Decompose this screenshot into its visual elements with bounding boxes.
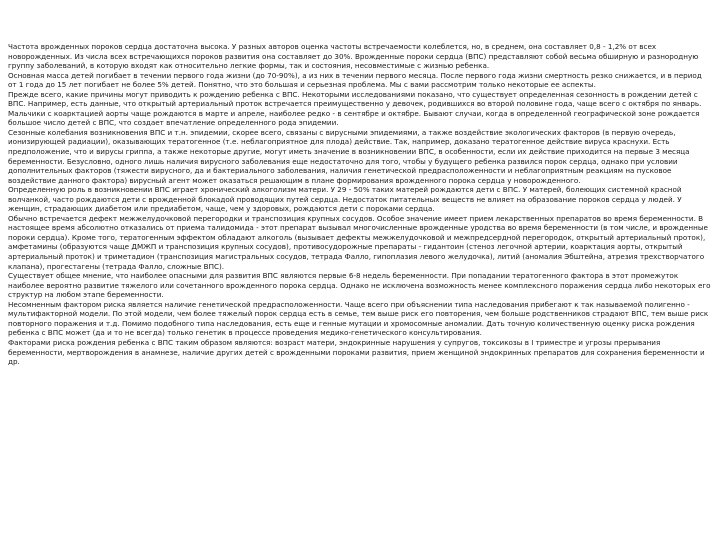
paragraph-prevalence: Частота врожденных пороков сердца достаточна высока. У разных авторов оценка частоты встречаемости колеблется, но, в среднем, она составляет 0,8 - 1,2% от всех новорожденных. Из числа всех встречающихся пороков развития она составляет до 30%. Врожденные пороки сердца (ВПС) представляют собой весьма обширную и разнородную группу заболеваний, в которую входят как относительно легкие формы, так и состояния, несовместимые с жизнью ребенка. (8, 42, 699, 71)
paragraph-maternal-conditions: Определенную роль в возникновении ВПС играет хронический алкоголизм матери. У 29 - 50% таких матерей рождаются дети с ВПС. У матерей, болеющих системной красной волчанкой, часто рождаются дети с врожденной блокадой проводящих путей сердца. Недостаток питательных веществ не влияет на образование пороков сердца у людей. У женщин, страдающих диабетом или предиабетом, чаще, чем у здоровых, рождаются дети с пороками сердца. (8, 185, 682, 214)
paragraph-critical-period: Существует общее мнение, что наиболее опасными для развития ВПС являются первые 6-8 недель беременности. При попадании тератогенного фактора в этот промежуток наиболее вероятно развитие тяжелого или сочетанного врожденного порока сердца. Однако не исключена возможность менее комплексного поражения сердца либо некоторых его структур на любом этапе беременности. (8, 271, 711, 300)
paragraph-mortality: Основная масса детей погибает в течении первого года жизни (до 70-90%), а из них в течении первого месяца. После первого года жизни смертность резко снижается, и в период от 1 года до 15 лет погибает не более 5% детей. Понятно, что это большая и серьезная проблема. Мы с вами рассмотрим только некоторые ее аспекты. (8, 70, 702, 90)
paragraph-teratogenic-drugs: Обычно встречается дефект межжелудочковой перегородки и транспозиция крупных сосудов. Особое значение имеет прием лекарственных препаратов во время беременности. В настоящее время абсолютно отказались от приема талидомида - этот препарат вызывал многочисленные врожденные уродства во время беременности (в том числе, и врожденные пороки сердца). Кроме того, тератогенным эффектом обладают алкоголь (вызывает дефекты межжелудочковой и межпредсердной перегородок, открытый артериальный проток), амфетамины (образуются чаще ДМЖП и транспозиция крупных сосудов), противосудорожные препараты - гидантоин (стеноз легочной артерии, коарктация аорты, открытый артериальный проток) и триметадион (транспозиция магистральных сосудов, тетрада Фалло, гипоплазия левого желудочка), литий (аномалия Эбштейна, атрезия трехстворчатого клапана), прогестагены (тетрада Фалло, сложные ВПС). (8, 213, 708, 271)
paragraph-genetics: Несомненным фактором риска является наличие генетической предрасположенности. Чаще всего при объяснении типа наследования прибегают к так называемой полигенно - мультифакторной модели. По этой модели, чем более тяжелый порок сердца есть в семье, тем выше риск его повторения, чем больше родственников страдают ВПС, тем выше риск повторного поражения и т.д. Помимо подобного типа наследования, есть еще и генные мутации и хромосомные аномалии. Дать точную количественную оценку риска рождения ребенка с ВПС может (да и то не всегда) только генетик в процессе проведения медико-генетического консультирования. (8, 299, 709, 338)
paragraph-risk-factors: Факторами риска рождения ребенка с ВПС таким образом являются: возраст матери, эндокринные нарушения у супругов, токсикозы в I триместре и угрозы прерывания беременности, мертворождения в анамнезе, наличие других детей с врожденными пороками развития, прием женщиной эндокринных препаратов для сохранения беременности и др. (8, 337, 705, 367)
paragraph-viral-factors: Сезонные колебания возникновения ВПС и т.н. эпидемии, скорее всего, связаны с вирусными эпидемиями, а также воздействие экологических факторов (в первую очередь, ионизирующей радиации), оказывающих тератогенное (т.е. неблагоприятное для плода) действие. Так, например, доказано тератогенное действие вируса краснухи. Есть предположение, что и вирусы гриппа, а также некоторые другие, могут иметь значение в возникновении ВПС, в особенности, если их действие приходится на первые 3 месяца беременности. Безусловно, одного лишь наличия вирусного заболевания еще недостаточно для того, чтобы у будущего ребенка развился порок сердца, однако при условии дополнительных факторов (тяжести вирусного, да и бактериального заболевания, наличия генетической предрасположенности и неблагоприятным реакциям на пусковое воздействие данного фактора) вирусный агент может оказаться решающим в плане формирования врожденного порока сердца у новорожденного. (8, 127, 690, 185)
paragraph-seasonality: Прежде всего, какие причины могут приводить к рождению ребенка с ВПС. Некоторыми исследованиями показано, что существует определенная сезонность в рождении детей с ВПС. Например, есть данные, что открытый артериальный проток встречается преимущественно у девочек, родившихся во второй половине года, чаще всего с октября по январь. Мальчики с коарктацией аорты чаще рождаются в марте и апреле, наиболее редко - в сентябре и октябре. Бывают случаи, когда в определенной географической зоне рождается большое число детей с ВПС, что создает впечатление определенного рода эпидемии. (8, 89, 702, 128)
